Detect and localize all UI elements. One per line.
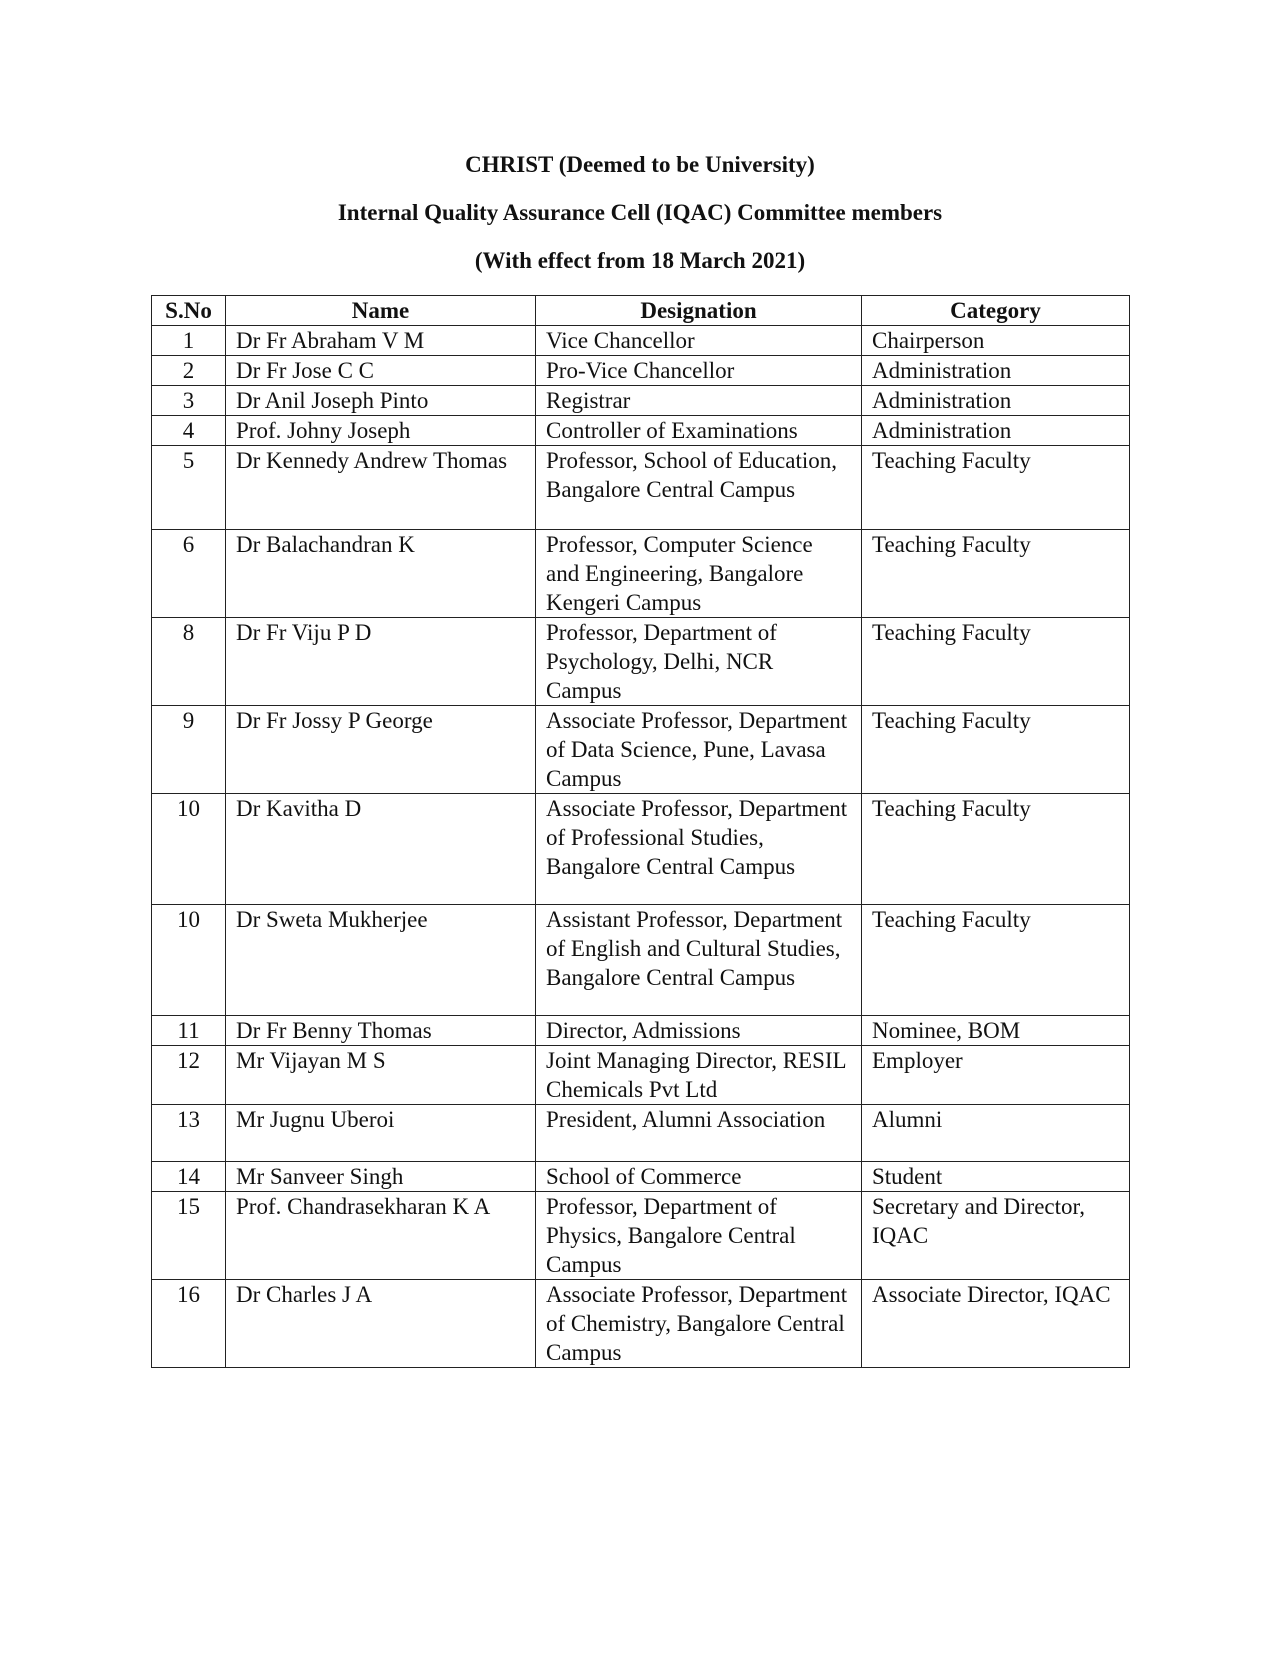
cell-category: Teaching Faculty (862, 706, 1130, 794)
cell-sno: 4 (152, 416, 226, 446)
cell-category: Administration (862, 386, 1130, 416)
cell-sno: 13 (152, 1105, 226, 1162)
cell-name: Dr Kavitha D (226, 794, 536, 905)
cell-name: Dr Fr Viju P D (226, 618, 536, 706)
table-row (152, 1162, 1130, 1192)
table-row (152, 618, 1130, 706)
table-row (152, 326, 1130, 356)
cell-designation: President, Alumni Association (536, 1105, 862, 1162)
table-row (152, 446, 1130, 530)
cell-designation: Registrar (536, 386, 862, 416)
cell-name: Mr Sanveer Singh (226, 1162, 536, 1192)
cell-sno: 5 (152, 446, 226, 530)
table-row (152, 794, 1130, 905)
cell-category: Secretary and Director, IQAC (862, 1192, 1130, 1280)
cell-designation: Assistant Professor, Department of English and Cultural Studies, Bangalore Central Campus (536, 905, 862, 1016)
cell-sno: 2 (152, 356, 226, 386)
table-row (152, 1192, 1130, 1280)
cell-sno: 15 (152, 1192, 226, 1280)
cell-designation: Director, Admissions (536, 1016, 862, 1046)
cell-category: Student (862, 1162, 1130, 1192)
cell-name: Mr Vijayan M S (226, 1046, 536, 1105)
cell-name: Dr Anil Joseph Pinto (226, 386, 536, 416)
cell-category: Teaching Faculty (862, 905, 1130, 1016)
cell-category: Administration (862, 356, 1130, 386)
table-row (152, 1016, 1130, 1046)
cell-category: Alumni (862, 1105, 1130, 1162)
cell-name: Dr Sweta Mukherjee (226, 905, 536, 1016)
cell-category: Chairperson (862, 326, 1130, 356)
cell-sno: 12 (152, 1046, 226, 1105)
table-row (152, 416, 1130, 446)
cell-sno: 10 (152, 905, 226, 1016)
cell-sno: 1 (152, 326, 226, 356)
cell-designation: Vice Chancellor (536, 326, 862, 356)
table-row (152, 1280, 1130, 1368)
cell-name: Dr Fr Benny Thomas (226, 1016, 536, 1046)
cell-designation: Professor, School of Education, Bangalore Central Campus (536, 446, 862, 530)
cell-name: Prof. Chandrasekharan K A (226, 1192, 536, 1280)
cell-designation: Associate Professor, Department of Chemistry, Bangalore Central Campus (536, 1280, 862, 1368)
table-row (152, 356, 1130, 386)
cell-designation: Associate Professor, Department of Data Science, Pune, Lavasa Campus (536, 706, 862, 794)
cell-category: Administration (862, 416, 1130, 446)
cell-name: Dr Fr Abraham V M (226, 326, 536, 356)
cell-designation: School of Commerce (536, 1162, 862, 1192)
cell-designation: Associate Professor, Department of Professional Studies, Bangalore Central Campus (536, 794, 862, 905)
cell-designation: Professor, Computer Science and Engineering, Bangalore Kengeri Campus (536, 530, 862, 618)
cell-category: Nominee, BOM (862, 1016, 1130, 1046)
column-header-designation: Designation (536, 296, 862, 326)
table-row (152, 905, 1130, 1016)
cell-sno: 9 (152, 706, 226, 794)
column-header-category: Category (862, 296, 1130, 326)
table-row (152, 386, 1130, 416)
cell-name: Dr Fr Jossy P George (226, 706, 536, 794)
cell-category: Teaching Faculty (862, 530, 1130, 618)
cell-designation: Professor, Department of Psychology, Delhi, NCR Campus (536, 618, 862, 706)
cell-designation: Joint Managing Director, RESIL Chemicals Pvt Ltd (536, 1046, 862, 1105)
table-row (152, 706, 1130, 794)
table-body (152, 326, 1130, 1368)
cell-sno: 16 (152, 1280, 226, 1368)
cell-name: Mr Jugnu Uberoi (226, 1105, 536, 1162)
table-header-row (152, 296, 1130, 326)
cell-sno: 6 (152, 530, 226, 618)
document-subtitle: Internal Quality Assurance Cell (IQAC) Committee members (337, 200, 943, 225)
cell-sno: 8 (152, 618, 226, 706)
cell-sno: 14 (152, 1162, 226, 1192)
cell-name: Prof. Johny Joseph (226, 416, 536, 446)
committee-members-table (151, 295, 1130, 1368)
cell-category: Teaching Faculty (862, 794, 1130, 905)
effective-date: (With effect from 18 March 2021) (474, 248, 806, 273)
table-row (152, 530, 1130, 618)
cell-designation: Pro-Vice Chancellor (536, 356, 862, 386)
cell-name: Dr Charles J A (226, 1280, 536, 1368)
document-title: CHRIST (Deemed to be University) (465, 152, 815, 177)
cell-category: Teaching Faculty (862, 446, 1130, 530)
cell-category: Associate Director, IQAC (862, 1280, 1130, 1368)
column-header-name: Name (226, 296, 536, 326)
cell-category: Employer (862, 1046, 1130, 1105)
cell-category: Teaching Faculty (862, 618, 1130, 706)
column-header-sno: S.No (152, 296, 226, 326)
cell-sno: 11 (152, 1016, 226, 1046)
table-row (152, 1105, 1130, 1162)
cell-designation: Professor, Department of Physics, Bangalore Central Campus (536, 1192, 862, 1280)
cell-name: Dr Fr Jose C C (226, 356, 536, 386)
cell-name: Dr Balachandran K (226, 530, 536, 618)
cell-name: Dr Kennedy Andrew Thomas (226, 446, 536, 530)
cell-designation: Controller of Examinations (536, 416, 862, 446)
cell-sno: 3 (152, 386, 226, 416)
table-row (152, 1046, 1130, 1105)
cell-sno: 10 (152, 794, 226, 905)
